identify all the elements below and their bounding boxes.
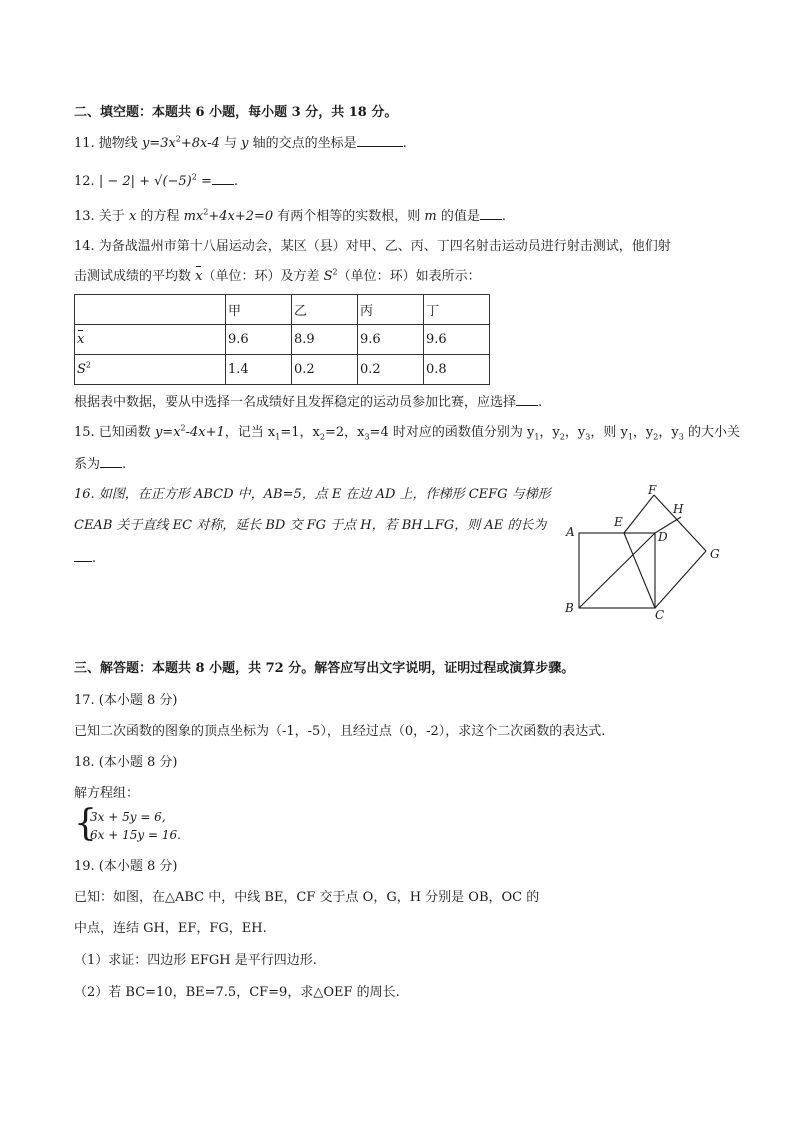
question-12 — [74, 172, 238, 191]
table-row — [75, 325, 490, 355]
q14-answer-blank — [516, 393, 538, 406]
question-14-line-2 — [74, 268, 481, 286]
q11-func: y=3x — [141, 136, 176, 151]
q12-answer-blank — [212, 172, 234, 185]
q15-text: ，y — [539, 425, 560, 440]
table-cell: 8.9 — [292, 325, 358, 355]
table-header-cell: 丙 — [358, 295, 424, 325]
q13-eq-rest: +4x+2=0 — [208, 209, 274, 224]
q13-sup: 2 — [203, 207, 209, 217]
question-19-part-1: （1）求证：四边形 EFGH 是平行四边形. — [74, 953, 317, 968]
scores-table — [74, 294, 490, 385]
q12-expression: | − 2| + √(−5) — [98, 174, 192, 189]
label-b: B — [565, 601, 574, 615]
question-17-body: 已知二次函数的图象的顶点坐标为（-1，-5），且经过点（0，-2），求这个二次函数的表达式. — [74, 724, 606, 739]
q11-func-rest: +8x-4 — [180, 136, 220, 151]
q15-text: ，y — [632, 425, 654, 440]
label-f: F — [648, 483, 657, 497]
question-17-head: 17. (本小题 8 分) — [74, 693, 178, 708]
q13-x: x — [128, 209, 137, 224]
question-19-head: 19. (本小题 8 分) — [74, 859, 178, 874]
q15-text: ，y — [658, 425, 679, 440]
q15-line2-text: 系为 — [74, 457, 101, 472]
q11-post: 轴的交点的坐标是 — [248, 136, 357, 151]
q12-prefix: 12. — [74, 174, 99, 189]
question-16-line-3 — [74, 549, 96, 568]
q13-end-text: 的值是 — [436, 209, 480, 224]
q11-sup: 2 — [175, 134, 181, 144]
table-header-cell: 丁 — [424, 295, 490, 325]
q15-sub: 3 — [585, 432, 591, 442]
q12-sup: 2 — [191, 172, 197, 182]
variance-symbol: S — [77, 362, 86, 377]
section-2-title: 二、填空题：本题共 6 小题，每小题 3 分，共 18 分。 — [74, 105, 398, 120]
label-e: E — [614, 515, 623, 529]
q11-prefix: 11. 抛物线 — [74, 136, 142, 151]
q13-m: m — [424, 209, 437, 224]
q16-answer-blank — [74, 549, 92, 562]
q15-text: =1，x — [280, 425, 320, 440]
q15-func-rest: -4x+1 — [185, 425, 225, 440]
geometry-figure — [560, 482, 730, 622]
q15-sub: 3 — [364, 432, 370, 442]
q15-sub: 1 — [534, 432, 540, 442]
question-14-after — [74, 393, 542, 412]
brace-symbol: { — [74, 803, 97, 844]
table-header-cell: 乙 — [292, 295, 358, 325]
q11-answer-blank — [357, 134, 403, 147]
section-3-title: 三、解答题：本题共 8 小题，共 72 分。解答应写出文字说明，证明过程或演算步骤。 — [74, 661, 575, 676]
label-h: H — [673, 502, 684, 516]
q14-after-text: 根据表中数据，要从中选择一名成绩好且发挥稳定的运动员参加比赛，应选择 — [74, 395, 517, 410]
q15-sub: 3 — [678, 432, 684, 442]
mean-symbol: x — [77, 332, 85, 347]
segment-ec — [624, 533, 655, 608]
q14-line2-mid: （单位：环）及方差 — [202, 269, 324, 284]
table-cell: 0.2 — [358, 355, 424, 385]
table-cell: 1.4 — [226, 355, 292, 385]
table-row — [75, 355, 490, 385]
question-15-line-1 — [74, 424, 740, 442]
q15-sub: 1 — [627, 432, 633, 442]
q15-sub: 2 — [319, 432, 325, 442]
q13-answer-blank — [480, 207, 502, 220]
q11-mid: 与 — [219, 136, 242, 151]
q15-end: . — [122, 457, 127, 472]
q13-post: 有两个相等的实数根，则 — [273, 209, 425, 224]
q15-func: y=x — [154, 425, 181, 440]
q15-text: ，则 y — [590, 425, 628, 440]
q15-sup: 2 — [180, 423, 186, 433]
question-19-line-2: 中点，连结 GH，EF，FG，EH. — [74, 921, 267, 936]
q15-sub: 2 — [559, 432, 565, 442]
question-16-line-2: CEAB 关于直线 EC 对称，延长 BD 交 FG 于点 H，若 BH⊥FG，则 AE 的长为 — [74, 518, 547, 533]
question-11 — [74, 134, 407, 153]
question-16-line-1: 16. 如图，在正方形 ABCD 中，AB=5，点 E 在边 AD 上，作梯形 CEFG 与梯形 — [74, 487, 551, 502]
diagonal-bd — [579, 533, 655, 608]
q14-variance-symbol: S — [323, 269, 333, 284]
q14-mean-symbol: x — [195, 269, 203, 284]
question-14-line-1: 14. 为备战温州市第十八届运动会，某区（县）对甲、乙、丙、丁四名射击运动员进行射击测试，他们射 — [74, 239, 671, 254]
table-cell: 0.8 — [424, 355, 490, 385]
q11-yvar: y — [241, 136, 249, 151]
q13-eq: mx — [183, 209, 204, 224]
table-header-cell: 甲 — [226, 295, 292, 325]
table-header-cell — [75, 295, 226, 325]
q14-end: . — [538, 395, 543, 410]
label-g: G — [710, 547, 720, 561]
segment-ef — [624, 495, 654, 533]
question-13 — [74, 207, 506, 226]
table-cell: 9.6 — [358, 325, 424, 355]
label-d: D — [658, 530, 668, 544]
q12-end: . — [233, 174, 239, 189]
q15-answer-blank — [100, 455, 122, 468]
segment-gc — [655, 551, 706, 608]
q14-variance-sup: 2 — [332, 267, 338, 277]
table-header-row — [75, 295, 490, 325]
question-15-line-2 — [74, 455, 126, 474]
table-cell: 9.6 — [226, 325, 292, 355]
q11-end: . — [402, 136, 407, 151]
table-row-label — [75, 355, 226, 385]
question-18-body: 解方程组： — [74, 786, 140, 801]
q15-text: ，y — [564, 425, 586, 440]
table-row-label — [75, 325, 226, 355]
q13-prefix: 13. 关于 — [74, 209, 129, 224]
q13-end: . — [501, 209, 507, 224]
question-18-head: 18. (本小题 8 分) — [74, 755, 178, 770]
question-19-line-1: 已知：如图，在△ABC 中，中线 BE，CF 交于点 O，G，H 分别是 OB，OC 的 — [74, 890, 540, 905]
q15-text: =2，x — [324, 425, 365, 440]
q14-line2-pre: 击测试成绩的平均数 — [74, 269, 196, 284]
q15-tail: 的大小关 — [683, 425, 740, 440]
table-cell: 9.6 — [424, 325, 490, 355]
equation-2: 6x + 15y = 16. — [90, 828, 181, 842]
variance-sup: 2 — [85, 360, 91, 370]
question-19-part-2: （2）若 BC=10，BE=7.5，CF=9，求△OEF 的周长. — [74, 985, 400, 1000]
q13-mid: 的方程 — [136, 209, 184, 224]
label-c: C — [655, 608, 665, 622]
q12-post: = — [196, 174, 212, 189]
q15-text: =4 时对应的函数值分别为 y — [369, 425, 535, 440]
q15-sub: 2 — [653, 432, 659, 442]
q15-sub: 1 — [275, 432, 281, 442]
label-a: A — [566, 525, 575, 539]
table-cell: 0.2 — [292, 355, 358, 385]
q15-text: ，记当 x — [224, 425, 276, 440]
q14-line2-post: （单位：环）如表所示： — [337, 269, 481, 284]
q15-prefix: 15. 已知函数 — [74, 425, 155, 440]
equation-1: 3x + 5y = 6, — [90, 810, 166, 824]
q16-end: . — [92, 551, 97, 566]
